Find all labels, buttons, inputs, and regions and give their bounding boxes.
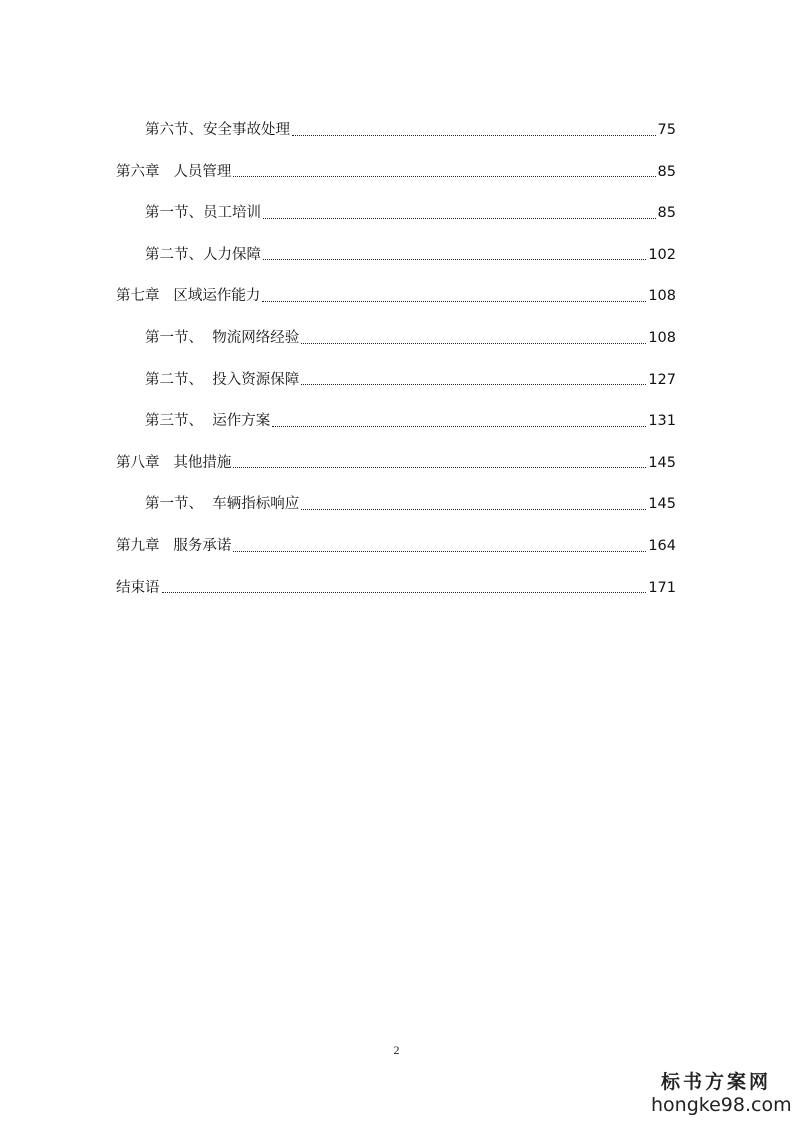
- toc-dot-leader: [263, 258, 646, 260]
- toc-dot-leader: [272, 425, 646, 427]
- toc-entry[interactable]: [116, 395, 676, 437]
- toc-entry[interactable]: [116, 229, 676, 271]
- toc-entry-title: 第七章 区域运作能力: [116, 288, 261, 305]
- watermark-url: hongke98.com: [651, 1094, 792, 1116]
- toc-entry-page: 131: [648, 413, 676, 430]
- toc-entry[interactable]: [116, 437, 676, 479]
- toc-dot-leader: [233, 550, 646, 552]
- toc-dot-leader: [301, 383, 646, 385]
- toc-entry-title: 第二节、 投入资源保障: [145, 371, 300, 388]
- table-of-contents: [116, 104, 676, 603]
- toc-entry[interactable]: [116, 562, 676, 604]
- toc-entry-page: 75: [657, 122, 676, 139]
- toc-entry-page: 102: [648, 246, 676, 263]
- toc-entry-title: 第九章 服务承诺: [116, 538, 232, 555]
- toc-dot-leader: [301, 508, 646, 510]
- watermark-chinese-text: 标书方案网: [660, 1071, 771, 1093]
- toc-entry[interactable]: [116, 520, 676, 562]
- toc-entry-page: 145: [648, 496, 676, 513]
- toc-entry-page: 164: [648, 538, 676, 555]
- toc-entry-page: 85: [657, 163, 676, 180]
- toc-dot-leader: [233, 466, 646, 468]
- toc-entry-page: 108: [648, 330, 676, 347]
- toc-entry-title: 结束语: [116, 579, 160, 596]
- toc-entry[interactable]: [116, 354, 676, 396]
- toc-dot-leader: [162, 591, 647, 593]
- toc-entry-title: 第八章 其他措施: [116, 454, 232, 471]
- toc-entry-page: 127: [648, 371, 676, 388]
- toc-entry-title: 第一节、 车辆指标响应: [145, 496, 300, 513]
- toc-dot-leader: [301, 342, 646, 344]
- toc-entry[interactable]: [116, 104, 676, 146]
- toc-entry-page: 145: [648, 454, 676, 471]
- toc-entry-title: 第六节、安全事故处理: [145, 122, 290, 139]
- toc-entry-page: 108: [648, 288, 676, 305]
- toc-entry[interactable]: [116, 146, 676, 188]
- toc-dot-leader: [262, 300, 646, 302]
- watermark-logo: [651, 1067, 792, 1116]
- toc-entry[interactable]: [116, 478, 676, 520]
- toc-entry[interactable]: [116, 187, 676, 229]
- toc-entry[interactable]: [116, 270, 676, 312]
- toc-dot-leader: [263, 217, 656, 219]
- toc-dot-leader: [292, 134, 656, 136]
- toc-entry-title: 第一节、员工培训: [145, 205, 261, 222]
- toc-entry[interactable]: [116, 312, 676, 354]
- toc-entry-title: 第一节、 物流网络经验: [145, 330, 300, 347]
- toc-entry-title: 第三节、 运作方案: [145, 413, 271, 430]
- toc-dot-leader: [233, 175, 655, 177]
- toc-entry-page: 171: [648, 579, 676, 596]
- toc-entry-page: 85: [657, 205, 676, 222]
- page-number: 2: [393, 1043, 400, 1057]
- toc-entry-title: 第六章 人员管理: [116, 163, 232, 180]
- toc-entry-title: 第二节、人力保障: [145, 246, 261, 263]
